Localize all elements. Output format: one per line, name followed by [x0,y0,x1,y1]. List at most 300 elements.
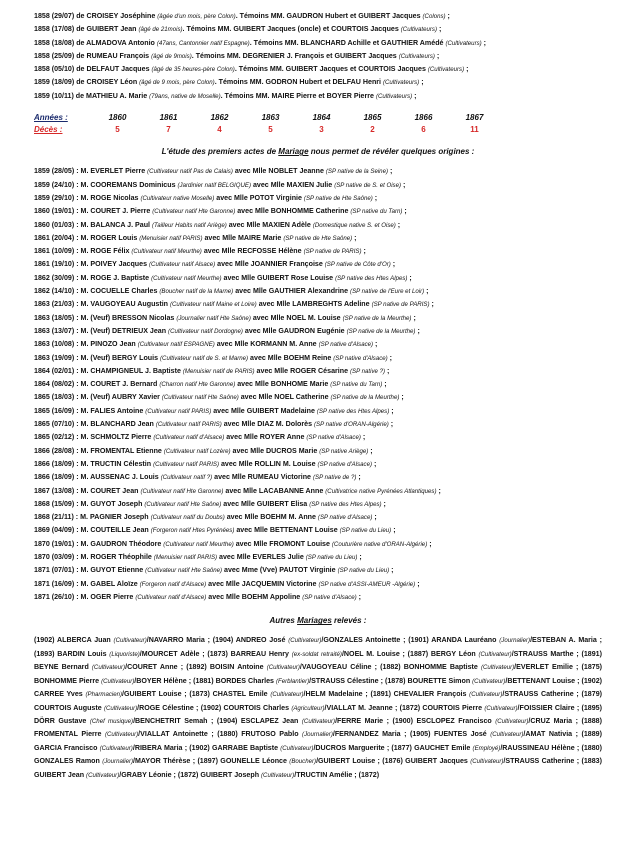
bride: avec Mlle MAIRE Marie [202,233,284,242]
death-count-cell: 6 [421,125,426,135]
marriage-end: ; [436,486,441,495]
year-cell: 1864 [312,113,331,123]
other-marriage-occupation: (Cultivateur) [469,691,503,699]
bride-note: (Couturière native d'ORAN-Algérie) [331,540,428,548]
bride-note: (SP native de S. et Oise) [334,181,402,189]
other-marriage-occupation: (Cultivateur) [490,731,524,739]
death-note: (79ans, native de Moselle) [149,92,221,100]
death-count-cell: 5 [115,125,120,135]
groom-note: (Cultivateur natif Hte Garonne) [140,487,224,495]
death-count-cell: 11 [470,125,479,135]
deaths-list [34,10,602,103]
death-witnesses: . Témoins MM. GODRON Hubert et DELFAU Henri [214,78,383,87]
year-cell: 1865 [363,113,382,123]
groom: 1868 (15/09) : M. GUYOT Joseph [34,499,145,508]
other-marriage-occupation: (Cultivateur) [484,704,518,712]
bride: avec Mlle LACABANNE Anne [223,486,326,495]
other-marriage-bride: /BETTENANT Louise ; [505,676,582,685]
other-marriage-groom: (1879) COURTOIS Auguste [34,690,603,712]
marriage-entry [34,219,602,232]
other-marriage-groom: (1904) ANDREO José [212,636,289,645]
bride: avec Mlle ROGER Césarine [254,366,350,375]
groom-note: (Menuisier natif PARIS) [153,553,218,561]
bride-note: (SP native d'ORAN-Algérie) [314,421,389,429]
marriage-end: ; [381,499,386,508]
death-end: ; [437,25,442,34]
bride-note: (SP native de Côte d'Or) [324,261,391,269]
other-marriage-occupation: (Cultivateur) [101,677,135,685]
other-marriage-bride: /STRAUSS Célestine ; [309,676,385,685]
death-main: 1858 (05/10) de DELFAUT Jacques [34,65,152,74]
bride: avec Mlle BOEHM M. Anne [224,513,318,522]
groom: 1863 (10/08) : M. PINOZO Jean [34,340,138,349]
groom: 1863 (19/09) : M. (Veuf) BERGY Louis [34,353,161,362]
groom-note: (Cultivateur natif PARIS) [155,421,222,429]
marriage-entry [34,285,602,298]
bride-note: (SP native d'Alsace) [302,593,357,601]
bride-note: (SP native de l'Eure et Loir) [350,288,425,296]
bride-note: (Domestique native S. et Oise) [312,221,396,229]
witness-note: (Cultivateurs) [400,26,438,34]
marriage-entry [34,325,602,338]
death-entry [34,76,602,89]
marriage-entry [34,179,602,192]
other-marriage-occupation: (Agriculteur) [291,704,325,712]
death-main: 1858 (25/09) de RUMEAU François [34,51,152,60]
marriage-entry [34,338,602,351]
marriage-end: ; [387,353,393,362]
other-marriage-groom: (1897) GOUNELLE Léonce [197,757,290,766]
other-marriage-groom: (1888) FROMENTAL Pierre [34,716,602,739]
death-note: (âgé de 9 mois, père Colon) [139,79,215,87]
bride: avec Mlle GUIBERT Rose Louise [221,273,336,282]
marriage-end: ; [399,393,404,402]
groom-note: (Cultivateur natif Maine et Loire) [170,301,257,309]
bride: avec Mlle RECFOSSE Hélène [201,247,304,256]
groom-note: (Boucher natif de la Marne) [159,288,234,296]
bride-note: (SP native de Hte Saône) [303,194,373,202]
other-marriage-bride: /STRAUSS Marthe ; [511,649,582,658]
bride: avec Mlle GUIBERT Madelaine [211,406,317,415]
bride-note: (SP native d'Alsace) [318,341,374,349]
groom-note: (Forgeron natif Htes Pyrénées) [150,527,235,535]
other-marriage-bride: /FOISSIER Claire ; [517,703,582,712]
groom: 1862 (14/10) : M. COCUELLE Charles [34,287,160,296]
bride-note: (SP native du Lieu) [339,527,392,535]
groom: 1865 (07/10) : M. BLANCHARD Jean [34,420,156,429]
other-marriage-bride: /COURET Anne ; [125,663,187,672]
other-marriage-bride: /NAVARRO Maria ; [146,636,213,645]
marriage-end: ; [415,326,420,335]
bride-note: (SP native de la Meurthe) [342,314,412,322]
other-marriage-groom: (1901) ARANDA Lauréano [408,636,500,645]
marriage-entry [34,538,602,551]
groom-note: (Forgeron natif d'Alsace) [139,580,207,588]
groom: 1859 (28/05) : M. EVERLET Pierre [34,167,148,176]
groom-note: (Tailleur Habits natif Ariège) [152,221,227,229]
other-marriage-occupation: (Employé) [472,744,501,752]
bride: avec Mlle NOEL M. Louise [250,313,343,322]
bride-note: (SP native du Lieu) [337,567,390,575]
other-marriage-occupation: (Cultivateur) [261,771,295,779]
other-marriage-occupation: (Chef musique) [89,717,134,725]
death-main: 1858 (17/08) de GUIBERT Jean [34,25,139,34]
marriage-entry [34,471,602,484]
other-marriage-occupation: (ex-soldat retraité) [291,650,342,658]
other-marriage-groom: (1892) BOISIN Antoine [186,663,267,672]
marriage-end: ; [356,592,361,601]
bride: avec Mlle FROMONT Louise [233,539,332,548]
groom: 1861 (19/10) : M. POIVEY Jacques [34,260,150,269]
marriage-end: ; [402,207,407,216]
other-marriage-bride: /VAUGOYEAU Céline ; [299,663,381,672]
bride-note: (SP native de ?) [312,474,357,482]
groom-note: (Menuisier natif PARIS) [139,234,203,242]
death-count-cell: 7 [166,125,171,135]
other-marriage-occupation: (Journalier) [102,758,134,766]
death-main: 1859 (18/09) de CROISEY Léon [34,78,140,87]
other-marriage-occupation: (Cultivateur) [99,744,133,752]
bride: avec Mlle JACQUEMIN Victorine [206,579,319,588]
bride: avec Mlle BOEHM Reine [248,353,334,362]
groom: 1864 (02/01) : M. CHAMPIGNEUL J. Baptiste [34,366,183,375]
groom-note: (Charron natif Hte Garonne) [159,381,236,389]
death-note: (âgé de 9mois) [151,52,192,60]
other-marriage-groom: (1902) ALBERCA Juan [34,636,114,645]
groom: 1861 (20/04) : M. ROGER Louis [34,233,140,242]
heading-text-after: relevés : [331,616,367,626]
groom-note: (Cultivateur natif d'Alsace) [135,593,207,601]
groom-note: (Cultivateur natif ESPAGNE) [137,341,215,349]
groom-note: (Cultivateur natif Hte Garonne) [152,208,236,216]
groom: 1859 (29/10) : M. ROGE Nicolas [34,193,141,202]
heading-text-after: nous permet de révéler quelques origines : [308,147,475,157]
marriage-end: ; [372,193,378,202]
groom: 1866 (18/09) : M. AUSSENAC J. Louis [34,473,161,482]
groom: 1863 (13/07) : M. (Veuf) DETRIEUX Jean [34,326,169,335]
other-marriage-occupation: (Cultivateur) [288,637,322,645]
bride: avec Mlle MAXIEN Adèle [226,220,313,229]
marriage-entry [34,405,602,418]
other-marriage-groom: (1904) ESCLAPEZ Jean [216,716,302,725]
marriage-end: ; [356,473,361,482]
marriage-end: ; [390,260,396,269]
bride: avec Mlle JOANNIER Françoise [215,260,325,269]
death-entry [34,50,602,63]
other-marriage-bride: /DUCROS Marguerite ; [313,743,392,752]
marriage-entry [34,445,602,458]
other-marriage-groom: (1880) FRUTOSO Pablo [217,730,303,739]
other-marriage-occupation: (Liquoriste) [109,650,140,658]
marriage-entry [34,365,602,378]
bride: avec Mlle BOEHM Appoline [206,592,303,601]
groom-note: (Cultivateur natif Hte Saône) [144,500,222,508]
groom-note: (Cultivateur native Moselle) [140,194,215,202]
other-marriage-groom: (1891) CHEVALIER François [370,690,470,699]
groom-note: (Cultivateur natif PARIS) [145,407,212,415]
other-marriage-bride: /AMAT Nativia ; [523,730,582,739]
groom: 1867 (13/08) : M. COURET Jean [34,486,141,495]
bride-note: (SP native du Lieu) [305,553,358,561]
marriage-entry [34,485,602,498]
other-marriage-occupation: (Cultivateur) [495,717,529,725]
other-marriage-bride: /EVERLET Emilie ; [514,663,582,672]
other-marriage-groom: (1905) FUENTES José [409,730,491,739]
bride: avec Mlle KORMANN M. Anne [214,340,319,349]
other-marriage-groom: (1900) ESCLOPEZ Francisco [392,716,496,725]
year-cell: 1863 [261,113,280,123]
other-marriage-groom: (1895) DÖRR Gustave [34,703,602,725]
death-end: ; [419,78,424,87]
other-marriage-groom: (1883) GUIBERT Jean [34,757,602,779]
bride: avec Mlle EVERLES Julie [217,552,306,561]
groom-note: (Cultivateur natif Hte Saône) [145,567,223,575]
marriage-end: ; [372,459,377,468]
other-marriage-occupation: (Journalier) [499,637,531,645]
bride: avec Mlle MAXIEN Julie [251,180,335,189]
year-cell: 1866 [414,113,433,123]
other-marriage-bride: /RAUSSINEAU Hélène ; [500,743,582,752]
other-marriage-bride: /VIALLAT Antoinette ; [138,730,218,739]
bride: avec Mlle RUMEAU Victorine [212,473,313,482]
bride: avec Mlle POTOT Virginie [214,193,304,202]
bride-note: (SP native d'Alsace) [306,434,361,442]
marriage-end: ; [372,513,377,522]
deaths-row [34,124,602,136]
death-end: ; [481,38,487,47]
other-marriage-groom: (1875) BONHOMME Pierre [34,663,603,685]
marriage-end: ; [361,247,366,256]
other-marriage-bride: /GUIBERT Louise ; [316,757,383,766]
bride: avec Mlle GAUTHIER Alexandrine [233,287,351,296]
groom-note: (Menuisier natif de PARIS) [182,367,255,375]
groom: 1862 (30/09) : M. ROGE J. Baptiste [34,273,152,282]
marriage-end: ; [391,526,396,535]
marriages-list [34,165,602,604]
other-marriage-groom: (1902) CARREE Yves [34,676,603,699]
groom: 1865 (16/09) : M. FALIES Antoine [34,406,146,415]
death-witnesses: . Témoins MM. BLANCHARD Achille et GAUTHIER Amédé [249,38,446,47]
marriage-end: ; [429,300,434,309]
groom: 1871 (07/01) : M. GUYOT Etienne [34,566,146,575]
groom: 1863 (18/05) : M. (Veuf) BRESSON Nicolas [34,313,177,322]
bride: avec Mme (Vve) PAUTOT Virginie [222,566,338,575]
death-witnesses: . Témoins MM. GAUDRON Hubert et GUIBERT Jacques [235,12,423,20]
groom-note: (Cultivateur natif Pas de Calais) [147,168,233,176]
other-marriage-groom: (1893) BARDIN Louis [34,649,110,658]
other-marriage-occupation: (Cultivateur) [91,664,126,672]
groom: 1865 (18/03) : M. (Veuf) AUBRY Xavier [34,393,162,402]
other-marriage-occupation: (Pharmacien) [85,691,123,699]
death-entry [34,90,602,103]
death-count-cell: 4 [217,125,222,135]
marriage-entry [34,511,602,524]
groom: 1868 (21/11) : M. PAGNIER Joseph [34,513,151,522]
marriage-end: ; [382,380,387,389]
groom-note: (Cultivateur natif Alsace) [149,261,216,269]
other-marriages-paragraph [34,634,602,781]
groom: 1866 (28/08) : M. FROMENTAL Etienne [34,446,164,455]
other-marriage-occupation: (Cultivateur) [478,650,512,658]
groom-note: (Cultivateur natif Hte Saône) [161,394,239,402]
marriage-entry [34,165,602,178]
witness-note: (Colons) [422,13,446,20]
bride: avec Mlle BONHOMME Catherine [235,207,351,216]
groom: 1871 (26/10) : M. OGER Pierre [34,592,136,601]
bride: avec Mlle LAMBREGHTS Adeline [256,300,372,309]
bride-note: (SP native des Htes Alpes) [309,500,382,508]
groom: 1870 (19/01) : M. GAUDRON Théodore [34,539,164,548]
other-marriage-groom: (1902) GARRABE Baptiste [189,743,281,752]
heading-text-underlined: Mariage [278,147,309,157]
groom-note: (Cultivateur natif ?) [160,474,213,482]
marriage-end: ; [373,340,378,349]
other-marriage-bride: /MAYOR Thérèse ; [133,757,198,766]
marriage-end: ; [389,566,394,575]
death-end: ; [434,51,440,60]
other-marriage-bride: /BOYER Hélène ; [134,676,194,685]
bride: avec Mlle GUIBERT Elisa [221,499,310,508]
groom-note: (Cultivateur natif Meurthe) [131,248,202,256]
bride-note: (SP native de PARIS) [371,301,430,309]
bride-note: (SP native d'Alsace) [317,514,373,522]
death-end: ; [412,91,417,100]
other-marriage-occupation: (Cultivateur) [103,704,138,712]
other-marriage-groom: (1902) COURTOIS Charles [200,703,292,712]
other-marriage-groom: (1891) BEYNE Bernard [34,649,602,672]
groom-note: (Cultivateur natif Meurthe) [163,540,234,548]
groom: 1871 (16/09) : M. GABEL Aloïze [34,579,140,588]
other-marriage-groom: (1877) GAUCHET Emile [391,743,473,752]
other-marriage-bride: /GRABY Léonie ; [119,770,178,779]
marriage-end: ; [360,433,366,442]
other-marriage-occupation: (Boucher) [289,758,317,766]
bride: avec Mlle BONHOME Marie [235,380,331,389]
groom-note: (Cultivateur natif Dordogne) [168,327,243,335]
marriage-entry [34,591,602,604]
witness-note: (Cultivateurs) [375,92,413,100]
bride-note: (SP native d'Alsace) [317,460,372,468]
bride: avec Mlle GAUDRON Eugénie [242,326,347,335]
years-label: Années : [34,113,68,123]
year-cell: 1860 [108,113,127,123]
other-marriage-bride: /ROGE Célestine ; [137,703,201,712]
other-marriage-bride: /NOEL M. Louise ; [341,649,408,658]
marriage-entry [34,352,602,365]
bride-note: (SP native des Htes Alpes) [316,407,390,415]
year-cell: 1862 [210,113,229,123]
year-cell: 1861 [159,113,178,123]
groom: 1859 (24/10) : M. COOREMANS Dominicus [34,180,178,189]
marriage-entry [34,564,602,577]
other-marriage-occupation: (Cultivateur) [113,637,147,645]
other-marriage-groom: (1882) BONHOMME Baptiste [380,663,481,672]
marriage-end: ; [395,220,401,229]
marriage-end: ; [424,287,429,296]
death-entry [34,37,602,50]
bride-note: (SP native des Htes Alpes) [335,274,408,282]
other-marriage-bride: /GUIBERT Louise ; [122,690,190,699]
other-marriage-bride: /HELM Madelaine ; [303,690,371,699]
groom-note: (Cultivateur natif de S. et Marne) [160,354,249,362]
witness-note: (Cultivateurs) [427,66,465,74]
marriage-entry [34,498,602,511]
heading-text-before: L'étude des premiers actes de [161,147,279,157]
bride: avec Mlle NOEL Catherine [238,393,331,402]
death-witnesses: . Témoins MM. MAIRE Pierre et BOYER Pierre [220,91,376,100]
other-marriages-heading [34,614,602,627]
death-main: 1859 (10/11) de MATHIEU A. Marie [34,91,150,100]
death-witnesses: . Témoins MM. DEGRENIER J. François et GUIBERT Jacques [191,51,399,60]
other-marriage-groom: (1878) BOURETTE Simon [384,676,473,685]
other-marriage-occupation: (Cultivateur) [266,664,300,672]
other-marriage-bride: /MOURCET Adèle ; [139,649,208,658]
death-entry [34,63,602,76]
marriage-entry [34,312,602,325]
bride-note: (SP native d'ASSI-AMEUR -Algérie) [318,580,416,588]
bride-note: (SP native de Hte Saône) [283,234,353,242]
bride-note: (SP native du Tarn) [330,381,383,389]
groom: 1870 (03/09) : M. ROGER Théophile [34,552,154,561]
death-count-cell: 5 [268,125,273,135]
other-marriage-bride: /ESTEBAN A. Maria ; [530,636,602,645]
other-marriage-occupation: (Cultivateur) [270,691,304,699]
heading-text-underlined: Mariages [297,616,332,626]
marriage-end: ; [368,446,373,455]
other-marriage-bride: /GONZALES Antoinette ; [321,636,409,645]
other-marriage-occupation: (Journalier) [302,731,333,739]
marriage-entry [34,524,602,537]
death-note: (âgée d'un mois, père Colon) [157,13,236,20]
marriage-end: ; [388,420,394,429]
death-note: (âgé de 35 heures-père Colon) [151,66,235,74]
marriage-entry [34,418,602,431]
other-marriage-groom: (1876) GUIBERT Jacques [382,757,471,766]
bride-note: (SP native Ariège) [319,447,369,455]
other-marriage-bride: /FERRE Marie ; [335,716,393,725]
marriage-entry [34,232,602,245]
marriage-entry [34,578,602,591]
death-end: ; [464,65,469,74]
bride: avec Mlle DIAZ M. Dolorès [221,420,314,429]
death-witnesses: . Témoins MM. GUIBERT Jacques (oncle) et COURTOIS Jacques [182,25,401,34]
witness-note: (Cultivateurs) [398,52,435,60]
other-marriage-bride: /CRUZ Maria ; [528,716,582,725]
groom: 1860 (01/03) : M. BALANCA J. Paul [34,220,152,229]
other-marriage-occupation: (Ferblantier) [275,677,310,685]
groom-note: (Cultivateur natif PARIS) [153,460,219,468]
death-entry [34,23,602,36]
groom: 1866 (18/09) : M. TRUCTIN Célestin [34,459,154,468]
other-marriage-bride: /FERNANDEZ Maria ; [332,730,410,739]
groom-note: (Cultivateur natif du Doubs) [150,514,225,522]
marriage-end: ; [401,180,406,189]
other-marriage-bride: /TRUCTIN Amélie ; [294,770,359,779]
witness-note: (Cultivateurs) [445,39,482,47]
bride-note: (SP native de la Meurthe) [346,327,416,335]
death-main: 1858 (18/08) de ALMADOVA Antonio [34,38,157,47]
marriage-entry [34,551,602,564]
marriage-heading [34,145,602,158]
other-marriage-bride: /STRAUSS Catherine ; [502,690,582,699]
bride: avec Mlle DUCROS Marie [230,446,320,455]
heading-text-before: Autres [269,616,298,626]
marriage-entry [34,431,602,444]
marriage-end: ; [388,167,393,176]
marriage-end: ; [385,366,390,375]
bride-note: (SP native d'Alsace) [333,354,388,362]
bride-note: (SP native ?) [350,367,385,375]
